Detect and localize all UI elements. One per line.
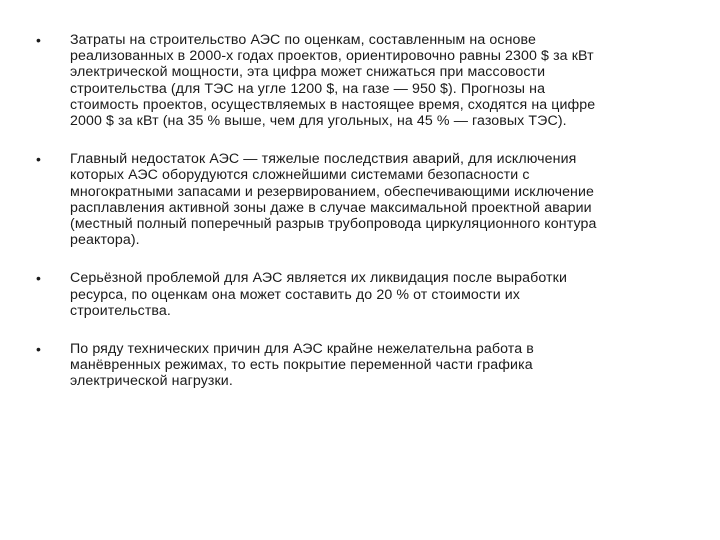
bullet-item-accident-risk bbox=[36, 151, 676, 248]
bullet-text: Главный недостаток АЭС — тяжелые последствия аварий, для исключения которых АЭС оборудуются сложнейшими системами безопасности с многократными запасами и резервированием, обеспечивающими исключение расплавления активной зоны даже в случае максимальной проектной аварии (местный полный поперечный разрыв трубопровода циркуляционного контура реактора). bbox=[70, 151, 597, 249]
bullet-text: Затраты на строительство АЭС по оценкам, составленным на основе реализованных в 2000-х годах проектов, ориентировочно равны 2300 $ за кВт электрической мощности, эта цифра может снижаться при массовости строительства (для ТЭС на угле 1200 $, на газе — 950 $). Прогнозы на стоимость проектов, осуществляемых в настоящее время, сходятся на цифре 2000 $ за кВт (на 35 % выше, чем для угольных, на 45 % — газовых ТЭС). bbox=[70, 32, 596, 130]
bullet-point-icon: • bbox=[36, 270, 42, 287]
bullet-point-icon: • bbox=[36, 151, 42, 168]
bullet-item-decommissioning bbox=[36, 270, 676, 319]
bullet-text: По ряду технических причин для АЭС крайне нежелательна работа в манёвренных режимах, то есть покрытие переменной части графика электрической нагрузки. bbox=[70, 341, 534, 390]
bullet-list bbox=[36, 32, 676, 390]
bullet-text: Серьёзной проблемой для АЭС является их ликвидация после выработки ресурса, по оценкам она может составить до 20 % от стоимости их строительства. bbox=[70, 270, 567, 319]
bullet-item-load-following bbox=[36, 341, 676, 390]
bullet-point-icon: • bbox=[36, 341, 42, 358]
bullet-point-icon: • bbox=[36, 32, 42, 48]
bullet-item-construction-costs bbox=[36, 32, 676, 129]
